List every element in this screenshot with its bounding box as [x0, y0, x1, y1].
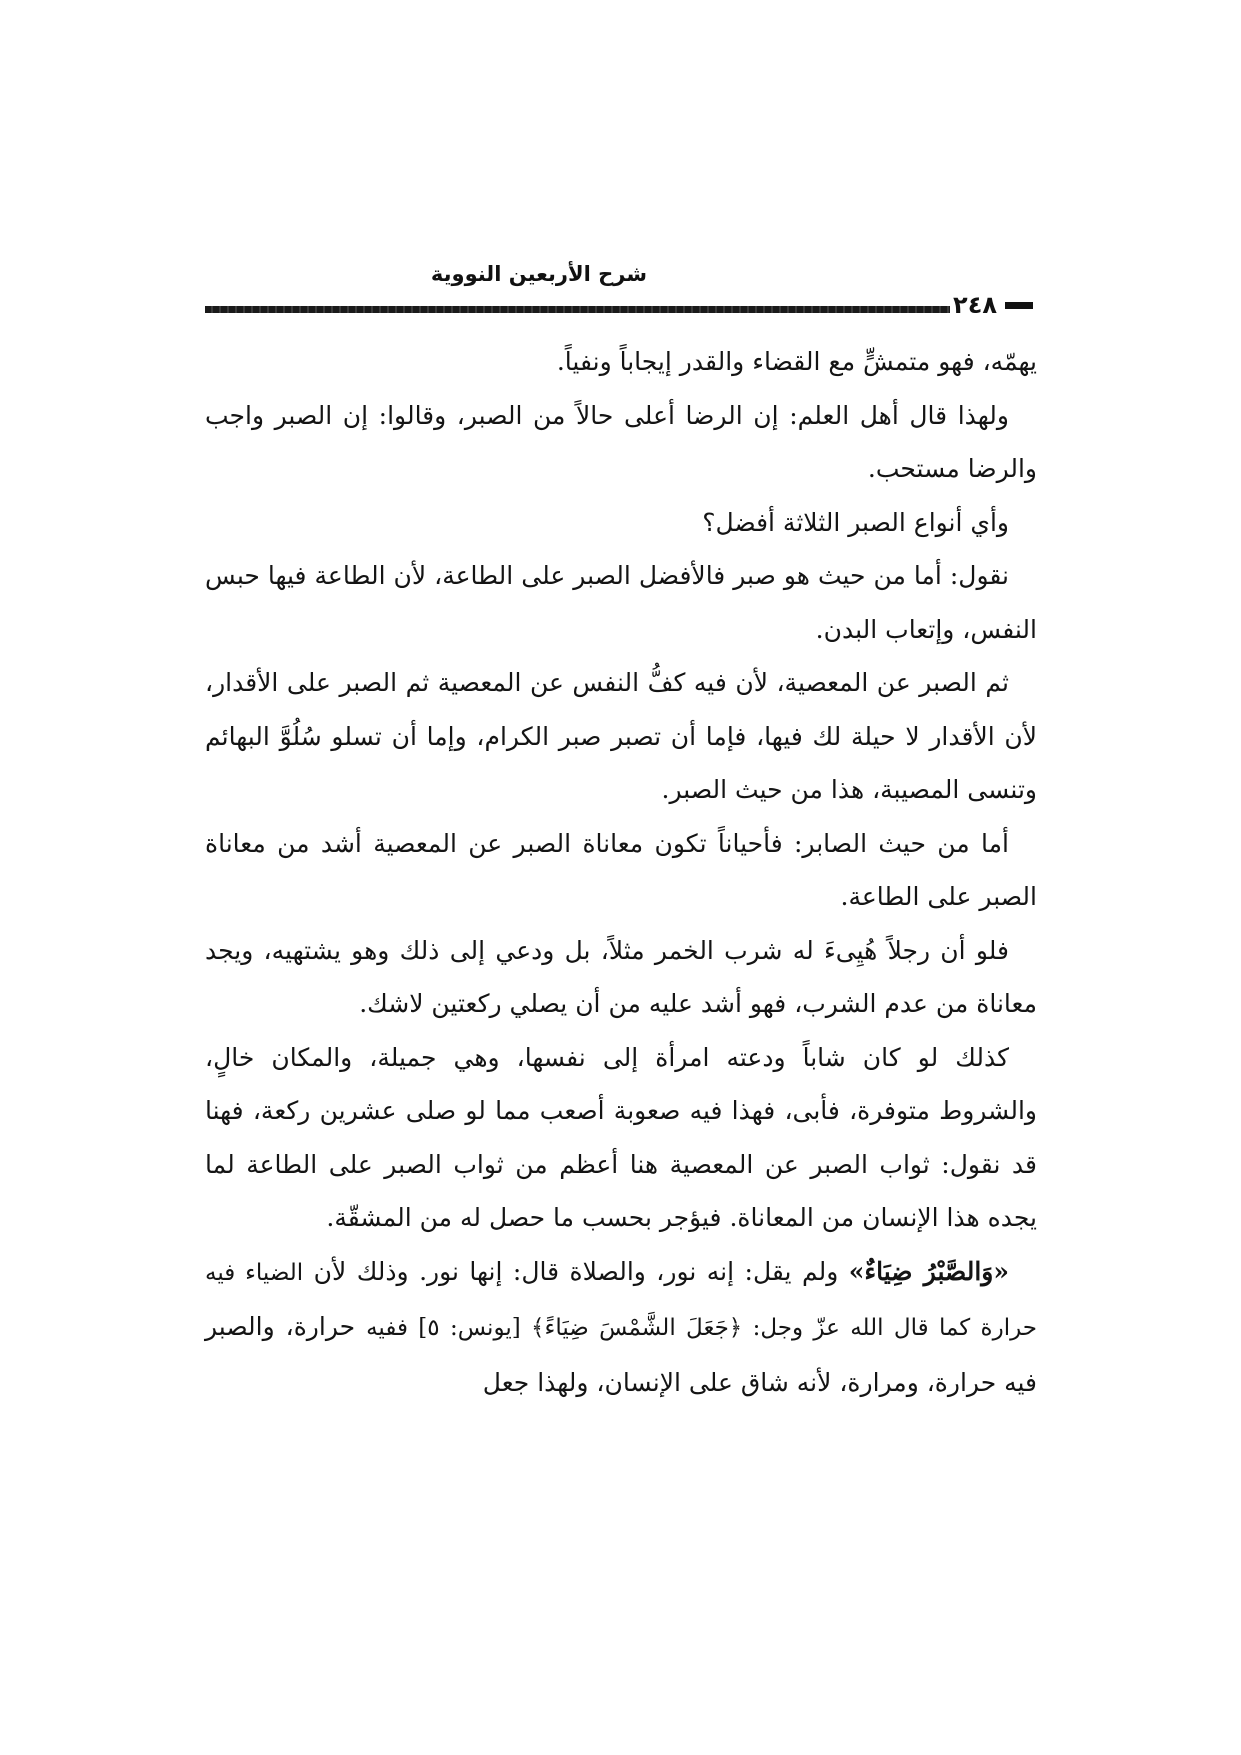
paragraph-9-line3: حرارة، والصبر فيه حرارة، ومرارة، لأنه شاق على الإنسان، ولهذا جعل [205, 1312, 1037, 1397]
header-rule [205, 306, 950, 313]
paragraph-6: أما من حيث الصابر: فأحياناً تكون معاناة الصبر عن المعصية أشد من معاناة الصبر على الطاعة. [205, 828, 1037, 911]
paragraph-2: ولهذا قال أهل العلم: إن الرضا أعلى حالاً من الصبر، وقالوا: إن الصبر واجب والرضا مستحب. [205, 400, 1037, 483]
paragraph-8: كذلك لو كان شاباً ودعته امرأة إلى نفسها، وهي جميلة، والمكان خالٍ، والشروط متوفرة، فأبى، فهذا فيه صعوبة أصعب مما لو صلى عشرين ركعة، فهنا قد نقول: ثواب الصبر عن المعصية هنا أعظم من ثواب الصبر على الطاعة لما يجده هذا الإنسان من المعاناة. فيؤجر بحسب ما حصل له من المشقّة. [205, 1042, 1037, 1232]
paragraph-9-line1: ولم يقل: إنه نور، والصلاة قال: إنها نور. وذلك لأن [313, 1256, 849, 1286]
hadith-quote: «وَالصَّبْرُ ضِيَاءٌ» [848, 1256, 1009, 1286]
paragraph-9-line2: الضياء فيه حرارة كما قال الله عزّ وجل: ﴿جَعَلَ الشَّمْسَ ضِيَاءً﴾ [يونس: ٥] ففيه [205, 1259, 1037, 1341]
page-number: ٢٤٨ [953, 293, 1033, 317]
paragraph-9 [205, 1245, 1037, 1410]
body-text [205, 335, 1037, 1409]
page-header [205, 262, 1037, 322]
paragraph-7: فلو أن رجلاً هُيِىءَ له شرب الخمر مثلاً، بل ودعي إلى ذلك وهو يشتهيه، ويجد معاناة من عدم الشرب، فهو أشد عليه من أن يصلي ركعتين لاشك. [205, 935, 1037, 1018]
paragraph-1: يهمّه، فهو متمشٍّ مع القضاء والقدر إيجاباً ونفياً. [556, 347, 1037, 376]
paragraph-5: ثم الصبر عن المعصية، لأن فيه كفُّ النفس عن المعصية ثم الصبر على الأقدار، لأن الأقدار لا حيلة لك فيها، فإما أن تصبر صبر الكرام، وإما أن تسلو سُلُوَّ البهائم وتنسى المصيبة، هذا من حيث الصبر. [205, 668, 1037, 804]
paragraph-3: وأي أنواع الصبر الثلاثة أفضل؟ [702, 507, 1009, 537]
running-title: شرح الأربعين النووية [430, 262, 647, 286]
paragraph-4: نقول: أما من حيث هو صبر فالأفضل الصبر على الطاعة، لأن الطاعة فيها حبس النفس، وإتعاب البدن. [205, 561, 1037, 644]
